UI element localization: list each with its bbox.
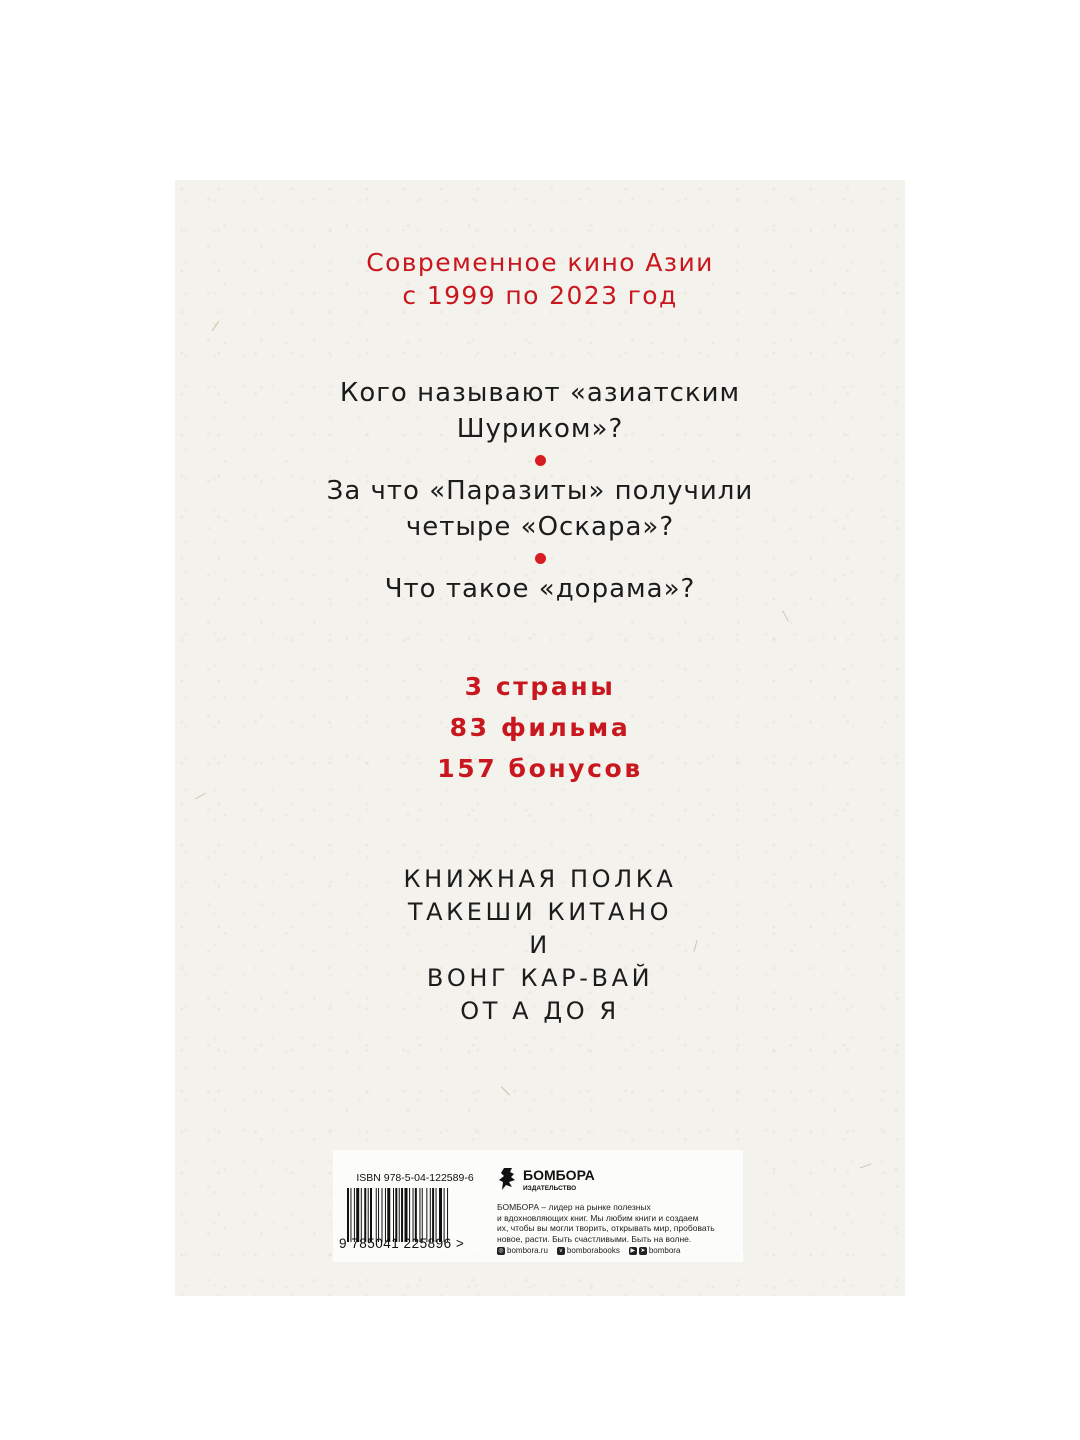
barcode-bar	[395, 1188, 397, 1242]
publisher-subtitle: ИЗДАТЕЛЬСТВО	[523, 1185, 577, 1192]
barcode-bar	[444, 1188, 445, 1242]
question-3	[175, 571, 905, 607]
barcode-bar	[426, 1188, 427, 1242]
barcode-bar	[422, 1188, 423, 1242]
barcode-bar	[399, 1188, 400, 1242]
barcode-bar	[354, 1188, 355, 1242]
barcode-bar	[393, 1188, 394, 1242]
book-back-cover	[175, 180, 905, 1296]
telegram-icon: ➤	[640, 1247, 646, 1254]
question-line: Шуриком»?	[456, 414, 624, 444]
isbn-label: ISBN 978-5-04-122589-6	[356, 1172, 474, 1184]
barcode-bar	[415, 1188, 417, 1242]
question-line: Кого называют «азиатским	[339, 378, 741, 408]
social-links	[497, 1246, 680, 1255]
question-2	[175, 473, 905, 545]
subtitle-line: с 1999 по 2023 год	[402, 281, 678, 310]
publisher-line: БОМБОРА – лидер на рынке полезных	[497, 1202, 651, 1212]
barcode-bar	[368, 1188, 369, 1242]
barcode-bar	[439, 1188, 442, 1242]
barcode-bar	[364, 1188, 366, 1242]
question-1	[175, 375, 905, 447]
barcode-bar	[387, 1188, 390, 1242]
vk-icon: v	[557, 1247, 565, 1255]
barcode-bar	[419, 1188, 420, 1242]
social-site-label: bombora.ru	[507, 1246, 548, 1255]
publisher-description	[497, 1202, 737, 1244]
subtitle-line: Современное кино Азии	[366, 248, 714, 277]
barcode-bar	[432, 1188, 434, 1242]
social-vk[interactable]	[557, 1246, 620, 1255]
barcode-bar	[350, 1188, 351, 1242]
barcode-bar	[361, 1188, 362, 1242]
barcode-bar	[376, 1188, 377, 1242]
barcode-bar	[447, 1188, 448, 1242]
social-vk-label: bomborabooks	[566, 1246, 620, 1255]
barcode-bar	[436, 1188, 437, 1242]
shelf-line: КНИЖНАЯ ПОЛКА	[403, 865, 677, 893]
questions	[175, 375, 905, 607]
publisher-line: новое, расти. Быть счастливыми. Быть на волне.	[497, 1233, 692, 1244]
shelf-line: ОТ А ДО Я	[460, 997, 620, 1025]
barcode-bar	[413, 1188, 414, 1242]
barcode-bar	[370, 1188, 372, 1242]
question-line: четыре «Оскара»?	[405, 512, 675, 542]
stat-films: 83 фильма	[449, 713, 631, 742]
stat-countries: 3 страны	[464, 672, 616, 701]
shelf-line: ТАКЕШИ КИТАНО	[407, 898, 673, 926]
shelf-line: ВОНГ КАР-ВАЙ	[426, 964, 654, 992]
bombora-logo-icon	[497, 1166, 519, 1192]
imprint-strip	[333, 1150, 743, 1262]
publisher-line: их, чтобы вы могли творить, открывать мир, пробовать	[497, 1223, 715, 1233]
barcode-bar	[347, 1188, 349, 1242]
barcode-bar	[405, 1188, 408, 1242]
stats	[175, 666, 905, 789]
stat-bonuses: 157 бонусов	[437, 754, 643, 783]
barcode-bar	[409, 1188, 410, 1242]
social-messengers[interactable]	[629, 1246, 681, 1255]
question-line: За что «Паразиты» получили	[326, 476, 754, 506]
barcode-bar	[385, 1188, 386, 1242]
barcode-digits: 9 785041 225896 >	[339, 1236, 465, 1251]
question-line: Что такое «дорама»?	[384, 574, 696, 604]
bullet-dot	[535, 553, 546, 564]
publisher-line: и вдохновляющих книг. Мы любим книги и создаем	[497, 1212, 699, 1223]
barcode-bar	[378, 1188, 379, 1242]
globe-icon: ◎	[498, 1247, 504, 1254]
barcode-bar	[430, 1188, 431, 1242]
shelf-line: И	[529, 931, 551, 959]
social-site[interactable]	[497, 1246, 548, 1255]
barcode-bar	[356, 1188, 359, 1242]
barcode	[347, 1188, 479, 1242]
barcode-bar	[382, 1188, 383, 1242]
play-icon: ▶	[630, 1247, 636, 1254]
publisher-name: БОМБОРА	[523, 1167, 595, 1183]
barcode-bar	[401, 1188, 403, 1242]
subtitle	[175, 246, 905, 312]
social-messengers-label: bombora	[648, 1246, 681, 1255]
book-shelf-heading	[175, 863, 905, 1028]
bullet-dot	[535, 455, 546, 466]
